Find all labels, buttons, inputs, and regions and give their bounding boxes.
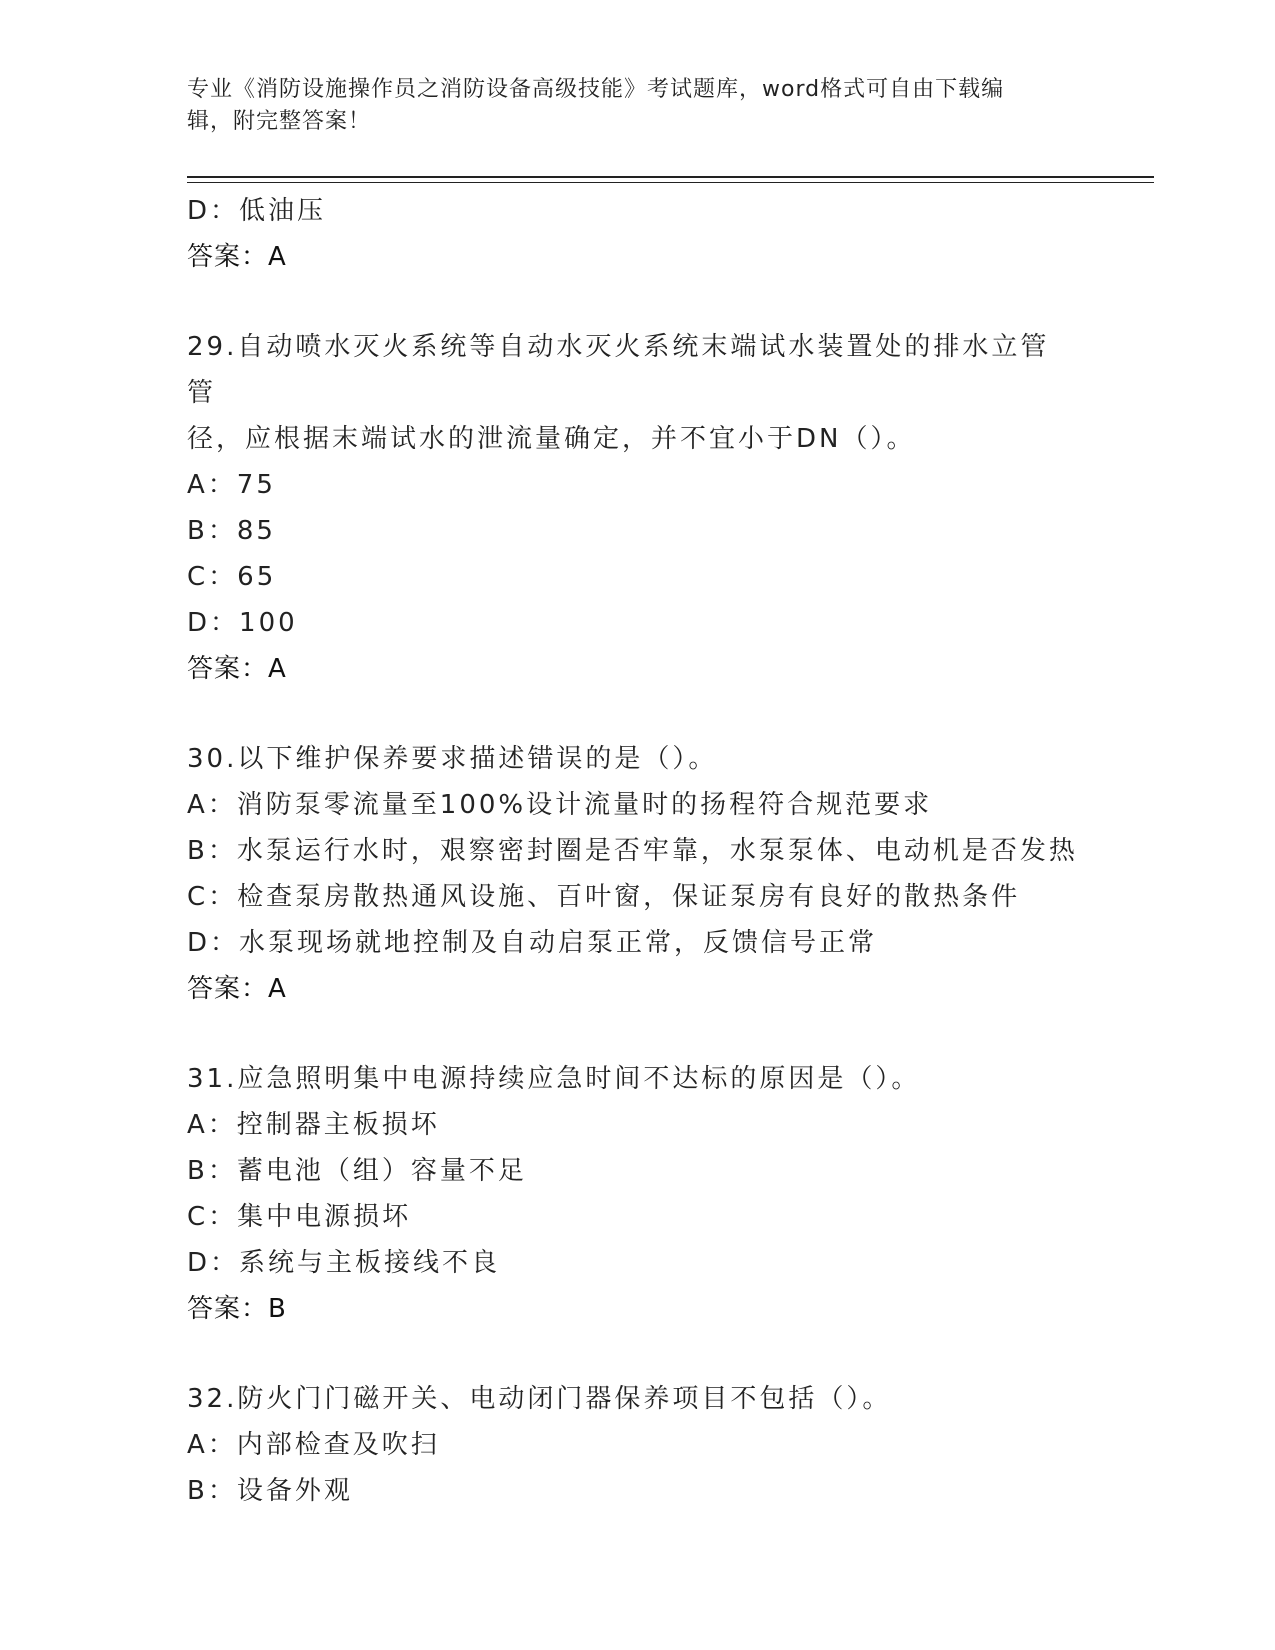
question-29 [187,324,1087,692]
question-28-tail [187,188,1087,280]
option-b: B：蓄电池（组）容量不足 [187,1156,527,1186]
question-stem [187,324,1067,462]
question-stem-line-2: 径，应根据末端试水的泄流量确定，并不宜小于DN（）。 [187,424,916,454]
option-a: A：消防泵零流量至100%设计流量时的扬程符合规范要求 [187,790,933,820]
document-header [187,74,1067,138]
header-rule-thin [187,182,1154,183]
option-d: D：100 [187,608,298,638]
question-list [187,188,1087,1514]
question-32 [187,1376,1087,1514]
option-c: C：65 [187,562,277,592]
question-stem: 32.防火门门磁开关、电动闭门器保养项目不包括（）。 [187,1384,892,1414]
question-stem: 30.以下维护保养要求描述错误的是（）。 [187,744,718,774]
option-a: A：75 [187,470,276,500]
option-b: B：水泵运行水时，艰察密封圈是否牢靠，水泵泵体、电动机是否发热 [187,836,1078,866]
question-stem-line-1: 29.自动喷水灭火系统等自动水灭火系统末端试水装置处的排水立管管 [187,332,1050,408]
option-c: C：检查泵房散热通风设施、百叶窗，保证泵房有良好的散热条件 [187,882,1021,912]
option-b: B：设备外观 [187,1476,353,1506]
option-c: C：集中电源损坏 [187,1202,412,1232]
answer-line: 答案：A [187,242,287,272]
header-line-1: 专业《消防设施操作员之消防设备高级技能》考试题库，word格式可自由下载编 [187,77,1005,102]
option-d: D：水泵现场就地控制及自动启泵正常，反馈信号正常 [187,928,878,958]
question-stem: 31.应急照明集中电源持续应急时间不达标的原因是（）。 [187,1064,921,1094]
question-30 [187,736,1087,1012]
question-31 [187,1056,1087,1332]
option-b: B：85 [187,516,276,546]
option-a: A：内部检查及吹扫 [187,1430,440,1460]
option-a: A：控制器主板损坏 [187,1110,440,1140]
option-d: D：系统与主板接线不良 [187,1248,501,1278]
header-rule-thick [187,176,1154,178]
answer-line: 答案：A [187,974,287,1004]
header-line-2: 辑，附完整答案！ [187,109,372,134]
option-d: D：低油压 [187,196,327,226]
answer-line: 答案：B [187,1294,287,1324]
answer-line: 答案：A [187,654,287,684]
